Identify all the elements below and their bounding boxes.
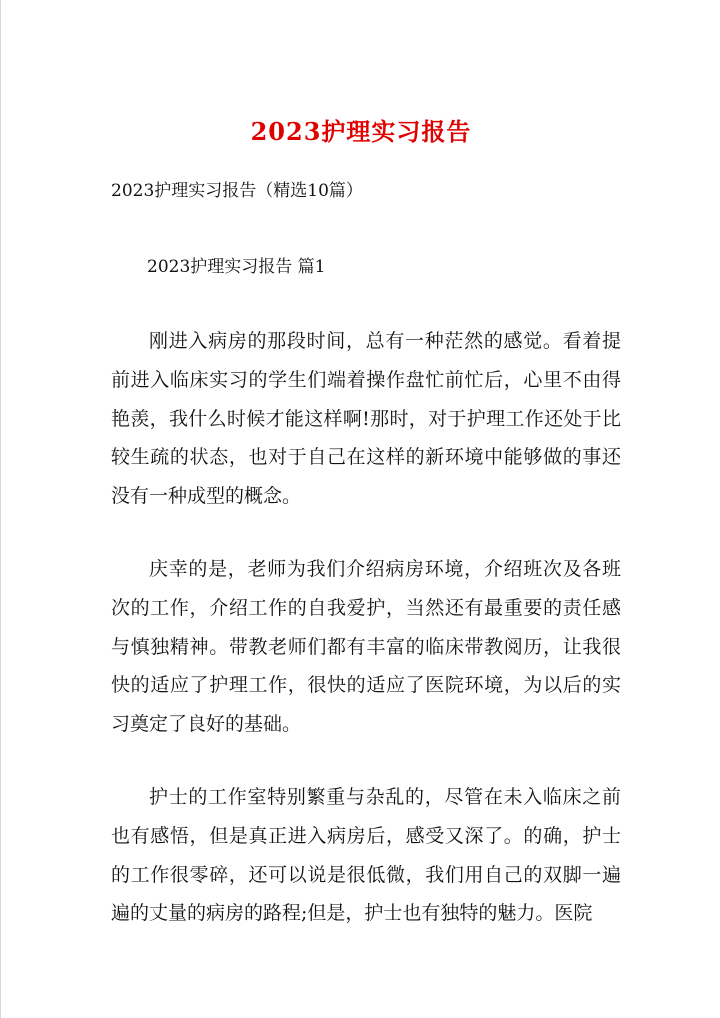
section-heading: 2023护理实习报告 篇1 (147, 257, 326, 277)
paragraph-2: 庆幸的是，老师为我们介绍病房环境，介绍班次及各班次的工作，介绍工作的自我爱护，当然还有最重要的责任感与慎独精神。带教老师们都有丰富的临床带教阅历，让我很快的适应了护理工作，很快的适应了医院环境，为以后的实习奠定了良好的基础。 (111, 558, 621, 736)
paragraph-1: 刚进入病房的那段时间，总有一种茫然的感觉。看着提前进入临床实习的学生们端着操作盘忙前忙后，心里不由得艳羡，我什么时候才能这样啊!那时，对于护理工作还处于比较生疏的状态，也对于自己在这样的新环境中能够做的事还没有一种成型的概念。 (111, 330, 621, 508)
document-title: 2023护理实习报告 (250, 117, 472, 146)
paragraph-3: 护士的工作室特别繁重与杂乱的，尽管在未入临床之前也有感悟，但是真正进入病房后，感受又深了。的确，护士的工作很零碎，还可以说是很低微，我们用自己的双脚一遍遍的丈量的病房的路程;但是，护士也有独特的魅力。医院 (111, 786, 621, 925)
document-subtitle: 2023护理实习报告（精选10篇） (111, 181, 363, 201)
